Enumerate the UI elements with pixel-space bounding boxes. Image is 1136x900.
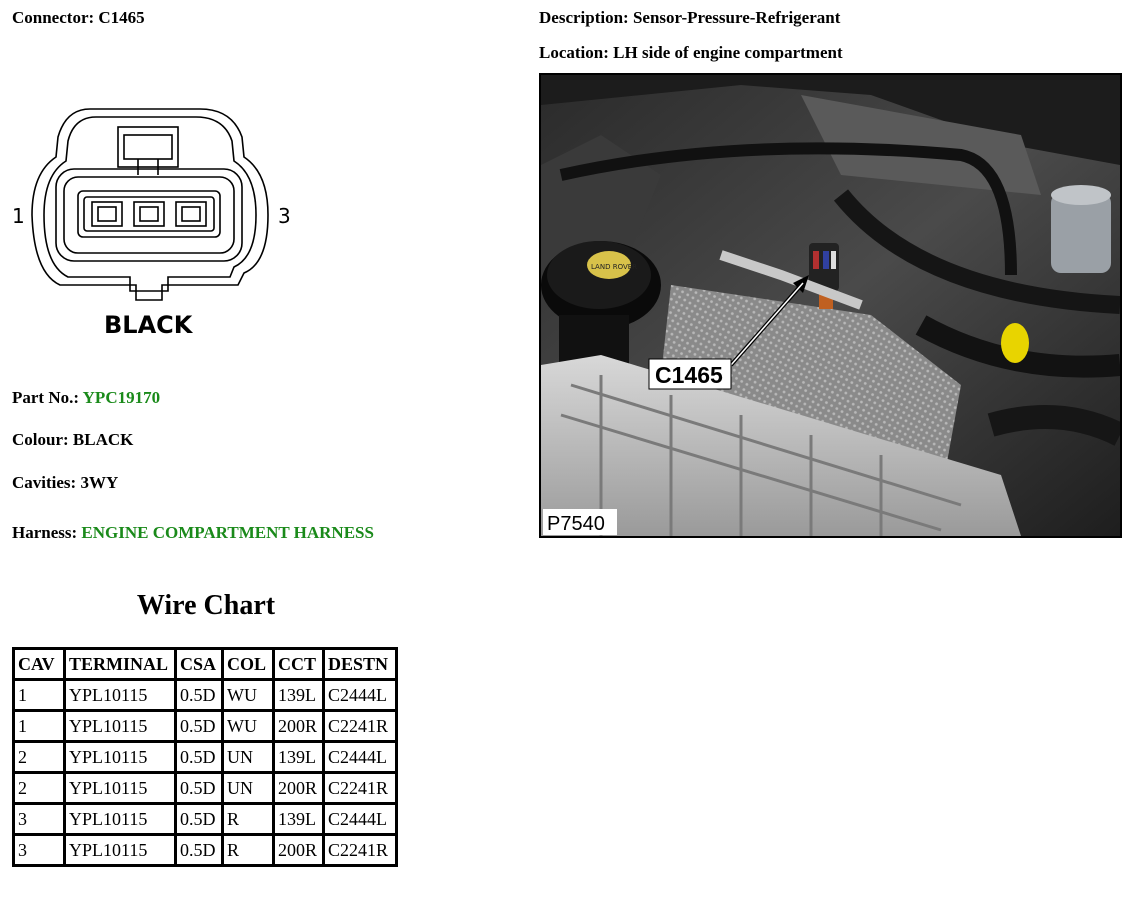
pin-1-cavity xyxy=(92,202,122,226)
terminal-cell: YPL10115 xyxy=(66,774,174,802)
oil-cap-text: LAND ROVER xyxy=(591,263,638,271)
cct-cell: 200R xyxy=(275,836,322,864)
connector-label: Connector: xyxy=(12,8,95,27)
cct-cell: 200R xyxy=(275,774,322,802)
figure-id: P7540 xyxy=(547,513,605,535)
col-cell: UN xyxy=(224,774,272,802)
location-label: Location: xyxy=(539,43,609,62)
part-number-link[interactable]: YPC19170 xyxy=(82,388,161,407)
col-cell: UN xyxy=(224,743,272,771)
col-cell: R xyxy=(224,805,272,833)
column-header: CSA xyxy=(177,650,221,678)
table-row xyxy=(15,774,395,802)
col-cell: WU xyxy=(224,681,272,709)
location-heading xyxy=(539,43,843,63)
connector-value: C1465 xyxy=(98,8,145,27)
csa-cell: 0.5D xyxy=(177,774,221,802)
connector-latch xyxy=(118,127,178,167)
pin-left-label: 1 xyxy=(12,204,25,228)
description-value: Sensor-Pressure-Refrigerant xyxy=(632,8,841,27)
pin-right-label: 3 xyxy=(278,204,291,228)
csa-cell: 0.5D xyxy=(177,836,221,864)
col-cell: WU xyxy=(224,712,272,740)
column-header: CAV xyxy=(15,650,63,678)
destn-cell: C2241R xyxy=(325,712,395,740)
cav-cell: 1 xyxy=(15,712,63,740)
engine-compartment-photo xyxy=(539,73,1122,538)
cct-cell: 139L xyxy=(275,743,322,771)
terminal-cell: YPL10115 xyxy=(66,681,174,709)
csa-cell: 0.5D xyxy=(177,681,221,709)
cav-cell: 1 xyxy=(15,681,63,709)
column-header: TERMINAL xyxy=(66,650,174,678)
cav-cell: 2 xyxy=(15,774,63,802)
table-header-row xyxy=(15,650,395,678)
colour-line xyxy=(12,430,133,450)
cav-cell: 3 xyxy=(15,805,63,833)
location-value: LH side of engine compartment xyxy=(613,43,843,62)
wire-chart-table xyxy=(12,647,398,867)
destn-cell: C2444L xyxy=(325,805,395,833)
cavities-value: 3WY xyxy=(80,473,119,492)
csa-cell: 0.5D xyxy=(177,712,221,740)
column-header: COL xyxy=(224,650,272,678)
cct-cell: 139L xyxy=(275,681,322,709)
callout-label: C1465 xyxy=(655,362,723,388)
wire-chart-title: Wire Chart xyxy=(136,590,276,621)
colour-value: BLACK xyxy=(72,430,134,449)
destn-cell: C2241R xyxy=(325,774,395,802)
destn-cell: C2444L xyxy=(325,743,395,771)
csa-cell: 0.5D xyxy=(177,805,221,833)
part-label: Part No.: xyxy=(12,388,80,407)
connector-face-diagram xyxy=(0,95,320,350)
connector-colour-label: BLACK xyxy=(104,311,193,339)
cct-cell: 139L xyxy=(275,805,322,833)
table-row xyxy=(15,836,395,864)
terminal-cell: YPL10115 xyxy=(66,743,174,771)
part-number-line xyxy=(12,388,160,408)
table-row xyxy=(15,805,395,833)
description-heading xyxy=(539,8,840,28)
cct-cell: 200R xyxy=(275,712,322,740)
column-header: CCT xyxy=(275,650,322,678)
column-header: DESTN xyxy=(325,650,395,678)
cavities-line xyxy=(12,473,118,493)
terminal-cell: YPL10115 xyxy=(66,805,174,833)
description-label: Description: xyxy=(539,8,629,27)
csa-cell: 0.5D xyxy=(177,743,221,771)
table-row xyxy=(15,712,395,740)
cavities-label: Cavities: xyxy=(12,473,77,492)
destn-cell: C2241R xyxy=(325,836,395,864)
terminal-cell: YPL10115 xyxy=(66,712,174,740)
colour-label: Colour: xyxy=(12,430,69,449)
table-row xyxy=(15,681,395,709)
col-cell: R xyxy=(224,836,272,864)
pin-3-cavity xyxy=(176,202,206,226)
harness-label: Harness: xyxy=(12,523,78,542)
harness-line xyxy=(12,523,374,543)
cav-cell: 2 xyxy=(15,743,63,771)
connector-heading xyxy=(12,8,145,28)
harness-link[interactable]: ENGINE COMPARTMENT HARNESS xyxy=(81,523,374,542)
destn-cell: C2444L xyxy=(325,681,395,709)
pin-2-cavity xyxy=(134,202,164,226)
table-row xyxy=(15,743,395,771)
cav-cell: 3 xyxy=(15,836,63,864)
terminal-cell: YPL10115 xyxy=(66,836,174,864)
